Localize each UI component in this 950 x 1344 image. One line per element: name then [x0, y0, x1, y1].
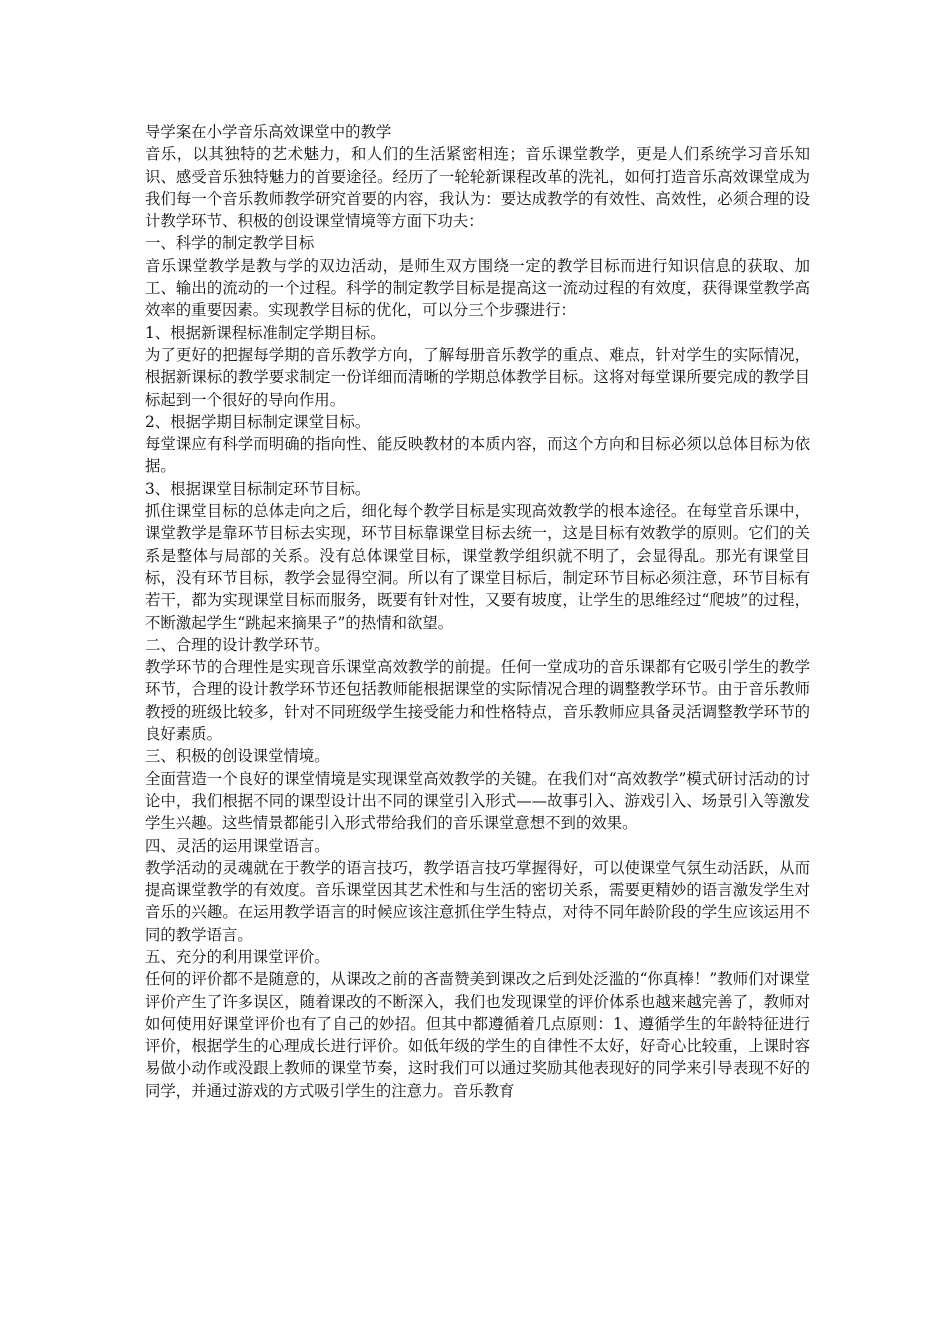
- paragraph: 抓住课堂目标的总体走向之后，细化每个教学目标是实现高效教学的根本途径。在每堂音乐课中，课堂教学是靠环节目标去实现，环节目标靠课堂目标去统一，这是目标有效教学的原则。它们的关系是整体与局部的关系。没有总体课堂目标，课堂教学组织就不明了，会显得乱。那光有课堂目标，没有环节目标，教学会显得空洞。所以有了课堂目标后，制定环节目标必须注意，环节目标有若干，都为实现课堂目标而服务，既要有针对性，又要有坡度，让学生的思维经过“爬坡”的过程，不断激起学生“跳起来摘果子”的热情和欲望。: [145, 502, 810, 632]
- section-heading-1: 一、科学的制定教学目标: [145, 234, 315, 253]
- section-heading-3: 三、积极的创设课堂情境。: [145, 747, 330, 766]
- subheading: 2、根据学期目标制定课堂目标。: [145, 412, 371, 431]
- paragraph: 教学环节的合理性是实现音乐课堂高效教学的前提。任何一堂成功的音乐课都有它吸引学生的教学环节，合理的设计教学环节还包括教师能根据课堂的实际情况合理的调整教学环节。由于音乐教师教授的班级比较多，针对不同班级学生接受能力和性格特点，音乐教师应具备灵活调整教学环节的良好素质。: [145, 658, 810, 744]
- paragraph: 任何的评价都不是随意的，从课改之前的吝啬赞美到课改之后到处泛滥的“你真棒！”教师们对课堂评价产生了许多误区，随着课改的不断深入，我们也发现课堂的评价体系也越来越完善了，教师对如何使用好课堂评价也有了自己的妙招。但其中都遵循着几点原则：1、遵循学生的年龄特征进行评价，根据学生的心理成长进行评价。如低年级的学生的自律性不太好，好奇心比较重，上课时容易做小动作或没跟上教师的课堂节奏，这时我们可以通过奖励其他表现好的同学来引导表现不好的同学，并通过游戏的方式吸引学生的注意力。音乐教育: [145, 970, 810, 1100]
- paragraph: 全面营造一个良好的课堂情境是实现课堂高效教学的关键。在我们对“高效教学”模式研讨活动的讨论中，我们根据不同的课型设计出不同的课堂引入形式——故事引入、游戏引入、场景引入等激发学生兴趣。这些情景都能引入形式带给我们的音乐课堂意想不到的效果。: [145, 769, 810, 833]
- section-heading-4: 四、灵活的运用课堂语言。: [145, 836, 330, 855]
- section-heading-5: 五、充分的利用课堂评价。: [145, 947, 330, 966]
- intro-paragraph: 音乐，以其独特的艺术魅力，和人们的生活紧密相连；音乐课堂教学，更是人们系统学习音乐知识、感受音乐独特魅力的首要途径。经历了一轮轮新课程改革的洗礼，如何打造音乐高效课堂成为我们每一个音乐教师教学研究首要的内容，我认为：要达成教学的有效性、高效性，必须合理的设计教学环节、积极的创设课堂情境等方面下功夫：: [145, 145, 810, 231]
- document-body: [145, 121, 810, 1102]
- paragraph: 每堂课应有科学而明确的指向性、能反映教材的本质内容，而这个方向和目标必须以总体目标为依据。: [145, 435, 810, 476]
- subheading: 3、根据课堂目标制定环节目标。: [145, 479, 371, 498]
- section-heading-2: 二、合理的设计教学环节。: [145, 635, 330, 654]
- paragraph: 教学活动的灵魂就在于教学的语言技巧，教学语言技巧掌握得好，可以使课堂气氛生动活跃，从而提高课堂教学的有效度。音乐课堂因其艺术性和与生活的密切关系，需要更精妙的语言激发学生对音乐的兴趣。在运用教学语言的时候应该注意抓住学生特点，对待不同年龄阶段的学生应该运用不同的教学语言。: [145, 858, 810, 944]
- paragraph: 为了更好的把握每学期的音乐教学方向，了解每册音乐教学的重点、难点，针对学生的实际情况，根据新课标的教学要求制定一份详细而清晰的学期总体教学目标。这将对每堂课所要完成的教学目标起到一个很好的导向作用。: [145, 345, 810, 409]
- document-title: 导学案在小学音乐高效课堂中的教学: [145, 123, 392, 141]
- subheading: 1、根据新课程标准制定学期目标。: [145, 323, 386, 342]
- paragraph: 音乐课堂教学是教与学的双边活动，是师生双方围绕一定的教学目标而进行知识信息的获取、加工、输出的流动的一个过程。科学的制定教学目标是提高这一流动过程的有效度，获得课堂教学高效率的重要因素。实现教学目标的优化，可以分三个步骤进行：: [145, 256, 810, 320]
